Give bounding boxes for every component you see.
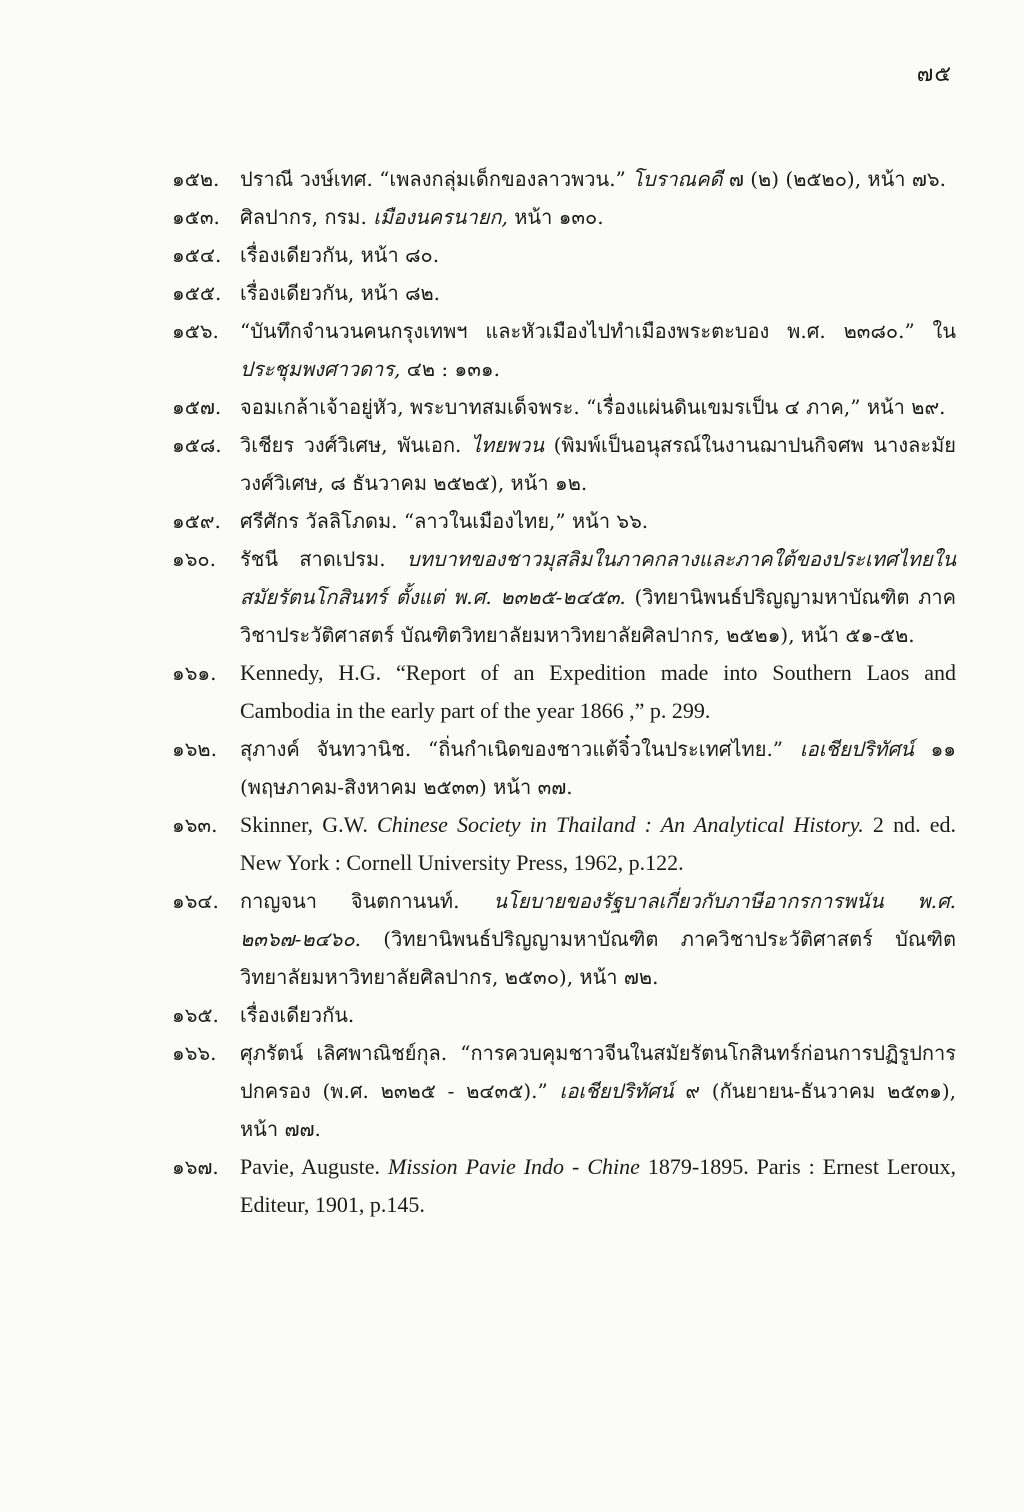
- footnote-text: [240, 730, 956, 806]
- footnote-number: ๑๖๕.: [172, 1003, 219, 1027]
- footnote-title-italic: เอเชียปริทัศน์: [799, 737, 914, 761]
- footnote-number: ๑๕๓.: [172, 205, 220, 229]
- footnote-item: [172, 730, 956, 806]
- footnote-number: ๑๖๖.: [172, 1041, 217, 1065]
- footnote-item: [172, 996, 956, 1034]
- footnote-text: [240, 312, 956, 388]
- footnote-item: [172, 198, 956, 236]
- footnote-number: ๑๖๗.: [172, 1155, 219, 1179]
- footnote-text-segment: (วิทยานิพนธ์ปริญญามหาบัณฑิต ภาควิชาประวัติศาสตร์ บัณฑิตวิทยาลัยมหาวิทยาลัยศิลปากร, ๒๕๒๑), หน้า ๕๑-๕๒.: [240, 585, 956, 647]
- footnote-text: [240, 882, 956, 996]
- footnote-title-italic: นโยบายของรัฐบาลเกี่ยวกับภาษีอากรการพนัน พ.ศ. ๒๓๖๗-๒๔๖๐.: [240, 889, 956, 951]
- footnote-text: [240, 502, 956, 540]
- footnote-title-italic: เอเชียปริทัศน์: [559, 1079, 674, 1103]
- footnote-text-segment: ๑๑ (พฤษภาคม-สิงหาคม ๒๕๓๓) หน้า ๓๗.: [240, 737, 957, 799]
- footnote-text-segment: (วิทยานิพนธ์ปริญญามหาบัณฑิต ภาควิชาประวัติศาสตร์ บัณฑิตวิทยาลัยมหาวิทยาลัยศิลปากร, ๒๕๓๐), หน้า ๗๒.: [240, 927, 956, 989]
- footnote-text: [240, 388, 956, 426]
- footnote-text: [240, 1034, 956, 1148]
- footnote-title-italic: บทบาทของชาวมุสลิมในภาคกลางและภาคใต้ของประเทศไทยในสมัยรัตนโกสินทร์ ตั้งแต่ พ.ศ. ๒๓๒๕-๒๔๕๓.: [240, 547, 956, 609]
- footnote-number: ๑๕๘.: [172, 433, 222, 457]
- footnote-item: [172, 274, 956, 312]
- footnote-number: ๑๕๖.: [172, 319, 219, 343]
- footnote-text-segment: จอมเกล้าเจ้าอยู่หัว, พระบาทสมเด็จพระ. “เรื่องแผ่นดินเขมรเป็น ๔ ภาค,” หน้า ๒๙.: [240, 395, 946, 419]
- footnote-text-segment: ศุภรัตน์ เลิศพาณิชย์กุล. “การควบคุมชาวจีนในสมัยรัตนโกสินทร์ก่อนการปฏิรูปการปกครอง (พ.ศ. ๒๓๒๕ - ๒๔๓๕).”: [240, 1041, 956, 1103]
- footnote-text-segment: เรื่องเดียวกัน.: [240, 1003, 355, 1027]
- footnote-text-segment: สุภางค์ จันทวานิช. “ถิ่นกำเนิดของชาวแต้จิ๋วในประเทศไทย.”: [240, 737, 800, 761]
- footnote-text-segment: ปราณี วงษ์เทศ. “เพลงกลุ่มเด็กของลาวพวน.”: [240, 167, 633, 191]
- footnote-number: ๑๖๑.: [172, 661, 217, 685]
- footnote-text-segment: ๗ (๒) (๒๕๒๐), หน้า ๗๖.: [722, 167, 946, 191]
- footnote-text-segment: วิเชียร วงศ์วิเศษ, พันเอก.: [240, 433, 471, 457]
- footnote-item: [172, 540, 956, 654]
- footnote-text-segment: (พิมพ์เป็นอนุสรณ์ในงานฌาปนกิจศพ นางละมัย วงศ์วิเศษ, ๘ ธันวาคม ๒๕๒๕), หน้า ๑๒.: [240, 433, 957, 495]
- footnote-text: [240, 1148, 956, 1224]
- footnote-text-segment: Pavie, Auguste.: [240, 1154, 388, 1179]
- footnote-text: [240, 996, 956, 1034]
- footnote-number: ๑๕๒.: [172, 167, 220, 191]
- footnote-text-segment: เรื่องเดียวกัน, หน้า ๘๒.: [240, 281, 441, 305]
- footnote-text-segment: รัชนี สาดเปรม.: [240, 547, 407, 571]
- footnote-item: [172, 882, 956, 996]
- footnote-number: ๑๖๐.: [172, 547, 216, 571]
- footnote-text: [240, 654, 956, 730]
- footnote-text-segment: 1879-1895. Paris : Ernest Leroux, Editeur, 1901, p.145.: [240, 1154, 956, 1217]
- footnote-item: [172, 426, 956, 502]
- footnote-text: [240, 806, 956, 882]
- footnote-text-segment: Kennedy, H.G. “Report of an Expedition made into Southern Laos and Cambodia in the early part of the year 1866 ,” p. 299.: [240, 660, 956, 723]
- footnote-text-segment: กาญจนา จินตกานนท์.: [240, 889, 494, 913]
- footnote-title-italic: โบราณคดี: [632, 167, 723, 191]
- footnote-text-segment: ศรีศักร วัลลิโภดม. “ลาวในเมืองไทย,” หน้า ๖๖.: [240, 509, 649, 533]
- footnote-number: ๑๕๔.: [172, 243, 222, 267]
- footnote-item: [172, 654, 956, 730]
- footnote-text: [240, 274, 956, 312]
- footnote-text-segment: ๙ (กันยายน-ธันวาคม ๒๕๓๑), หน้า ๗๗.: [240, 1079, 956, 1141]
- footnote-number: ๑๖๒.: [172, 737, 217, 761]
- footnote-text: [240, 160, 956, 198]
- page-number: ๗๕: [916, 62, 952, 87]
- footnote-number: ๑๖๓.: [172, 813, 218, 837]
- footnote-item: [172, 236, 956, 274]
- footnote-text: [240, 236, 956, 274]
- footnote-item: [172, 312, 956, 388]
- footnote-item: [172, 1148, 956, 1224]
- footnote-title-italic: ไทยพวน: [471, 433, 545, 457]
- footnote-text-segment: ศิลปากร, กรม.: [240, 205, 374, 229]
- footnote-item: [172, 388, 956, 426]
- footnote-item: [172, 160, 956, 198]
- footnote-text-segment: หน้า ๑๓๐.: [507, 205, 604, 229]
- footnote-item: [172, 806, 956, 882]
- footnote-number: ๑๖๔.: [172, 889, 219, 913]
- footnote-text-segment: 2 nd. ed. New York : Cornell University Press, 1962, p.122.: [240, 812, 957, 875]
- footnote-text-segment: ๔๒ : ๑๓๑.: [400, 357, 500, 381]
- footnote-number: ๑๕๗.: [172, 395, 222, 419]
- footnote-text-segment: Skinner, G.W.: [240, 812, 378, 837]
- footnote-title-italic: Chinese Society in Thailand : An Analytical History.: [377, 812, 864, 837]
- footnote-text-segment: “บันทึกจำนวนคนกรุงเทพฯ และหัวเมืองไปทำเมืองพระตะบอง พ.ศ. ๒๓๘๐.” ใน: [240, 319, 956, 343]
- footnote-number: ๑๕๙.: [172, 509, 221, 533]
- footnote-item: [172, 502, 956, 540]
- footnote-text: [240, 198, 956, 236]
- footnote-text: [240, 540, 956, 654]
- footnote-title-italic: เมืองนครนายก,: [373, 205, 508, 229]
- footnote-title-italic: Mission Pavie Indo - Chine: [387, 1154, 640, 1179]
- footnote-number: ๑๕๕.: [172, 281, 222, 305]
- footnote-item: [172, 1034, 956, 1148]
- footnote-list: [172, 160, 956, 1224]
- footnote-text: [240, 426, 956, 502]
- footnote-text-segment: เรื่องเดียวกัน, หน้า ๘๐.: [240, 243, 440, 267]
- footnote-title-italic: ประชุมพงศาวดาร,: [240, 357, 401, 381]
